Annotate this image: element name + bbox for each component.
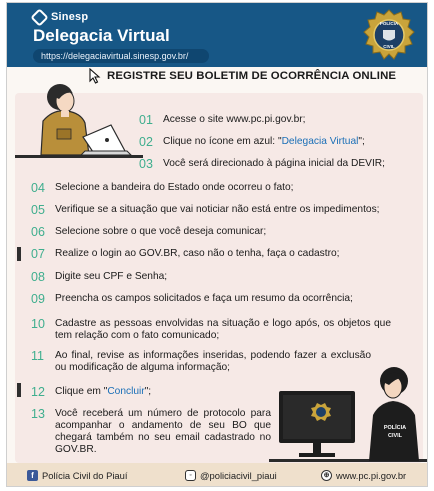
step-05 xyxy=(31,204,380,216)
step-divider xyxy=(17,247,21,261)
step-text: Ao final, revise as informações inseridas, podendo fazer a exclusão ou modificação de alguma informação; xyxy=(55,350,371,373)
step-10 xyxy=(31,318,391,342)
footer-website[interactable] xyxy=(321,470,406,481)
infographic xyxy=(6,2,428,487)
instruction-title: REGISTRE SEU BOLETIM DE OCORRÊNCIA ONLINE xyxy=(107,70,397,82)
step-text: Acesse o site www.pc.pi.gov.br; xyxy=(163,114,306,125)
step-number: 09 xyxy=(31,292,45,306)
step-number: 13 xyxy=(31,407,45,421)
step-number: 08 xyxy=(31,270,45,284)
step-number: 11 xyxy=(31,349,44,363)
step-divider xyxy=(17,383,21,397)
step-text: Você receberá um número de protocolo para acompanhar o andamento de seu BO que chegará também no seu email cadastrado no GOV.BR. xyxy=(55,408,271,455)
step-01 xyxy=(139,114,306,126)
badge-text-bottom: CIVIL xyxy=(383,44,395,49)
officer-at-laptop-illustration xyxy=(15,77,145,177)
step-text-part: Clique em " xyxy=(55,386,108,397)
step-06 xyxy=(31,226,266,238)
footer-bar xyxy=(7,463,427,487)
brand-name: Sinesp xyxy=(51,11,89,23)
badge-text-top: POLÍCIA xyxy=(379,21,399,26)
facebook-label: Polícia Civil do Piauí xyxy=(42,469,128,481)
step-text: Você será direcionado à página inicial da DEVIR; xyxy=(163,158,385,169)
step-02 xyxy=(139,136,365,148)
step-number: 07 xyxy=(31,247,45,261)
step-08 xyxy=(31,271,167,283)
step-text-part: "; xyxy=(358,136,365,147)
step-04 xyxy=(31,182,293,194)
step-text xyxy=(55,386,151,398)
step-number: 12 xyxy=(31,385,45,399)
svg-text:CIVIL: CIVIL xyxy=(387,433,403,439)
svg-text:POLÍCIA: POLÍCIA xyxy=(383,425,407,431)
step-number: 03 xyxy=(139,157,153,171)
step-text: Preencha os campos solicitados e faça um resumo da ocorrência; xyxy=(55,293,353,304)
step-number: 05 xyxy=(31,203,45,217)
instagram-icon: ◦ xyxy=(185,470,196,481)
url-link[interactable]: https://delegaciavirtual.sinesp.gov.br/ xyxy=(33,49,209,63)
website-label: www.pc.pi.gov.br xyxy=(336,469,407,481)
header-banner xyxy=(7,3,427,67)
sinesp-logo xyxy=(33,9,88,25)
step-number: 10 xyxy=(31,317,45,331)
step-03 xyxy=(139,158,385,170)
step-number: 01 xyxy=(139,113,153,127)
policewoman-at-monitor-illustration xyxy=(269,363,428,467)
step-text: Verifique se a situação que vai noticiar não está entre os impedimentos; xyxy=(55,204,380,215)
police-badge-icon xyxy=(363,9,415,61)
step-09 xyxy=(31,293,353,305)
sinesp-diamond-icon xyxy=(30,8,48,26)
step-text: Digite seu CPF e Senha; xyxy=(55,271,168,282)
step-07 xyxy=(31,248,339,260)
step-number: 04 xyxy=(31,181,45,195)
facebook-icon: f xyxy=(27,470,38,481)
step-number: 06 xyxy=(31,225,45,239)
step-text: Selecione sobre o que você deseja comunicar; xyxy=(55,226,267,237)
instagram-label: @policiacivil_piaui xyxy=(200,469,277,481)
step-text xyxy=(163,136,365,148)
step-text-part: Clique no ícone em azul: " xyxy=(163,136,282,147)
step-text: Cadastre as pessoas envolvidas na situação e logo após, os objetos que tem relação com o fato comunicado; xyxy=(55,318,391,341)
step-text: Realize o login ao GOV.BR, caso não o tenha, faça o cadastro; xyxy=(55,248,340,259)
concluir-link[interactable]: Concluir xyxy=(107,386,145,397)
footer-instagram[interactable] xyxy=(185,470,277,481)
step-text: Selecione a bandeira do Estado onde ocorreu o fato; xyxy=(55,182,294,193)
page-title: Delegacia Virtual xyxy=(33,26,170,45)
globe-icon: ⊕ xyxy=(321,470,332,481)
step-13 xyxy=(31,408,271,456)
step-12 xyxy=(31,386,151,398)
step-text-part: "; xyxy=(144,386,152,397)
step-number: 02 xyxy=(139,135,153,149)
delegacia-virtual-link[interactable]: Delegacia Virtual xyxy=(281,136,359,147)
footer-facebook[interactable] xyxy=(27,470,127,481)
